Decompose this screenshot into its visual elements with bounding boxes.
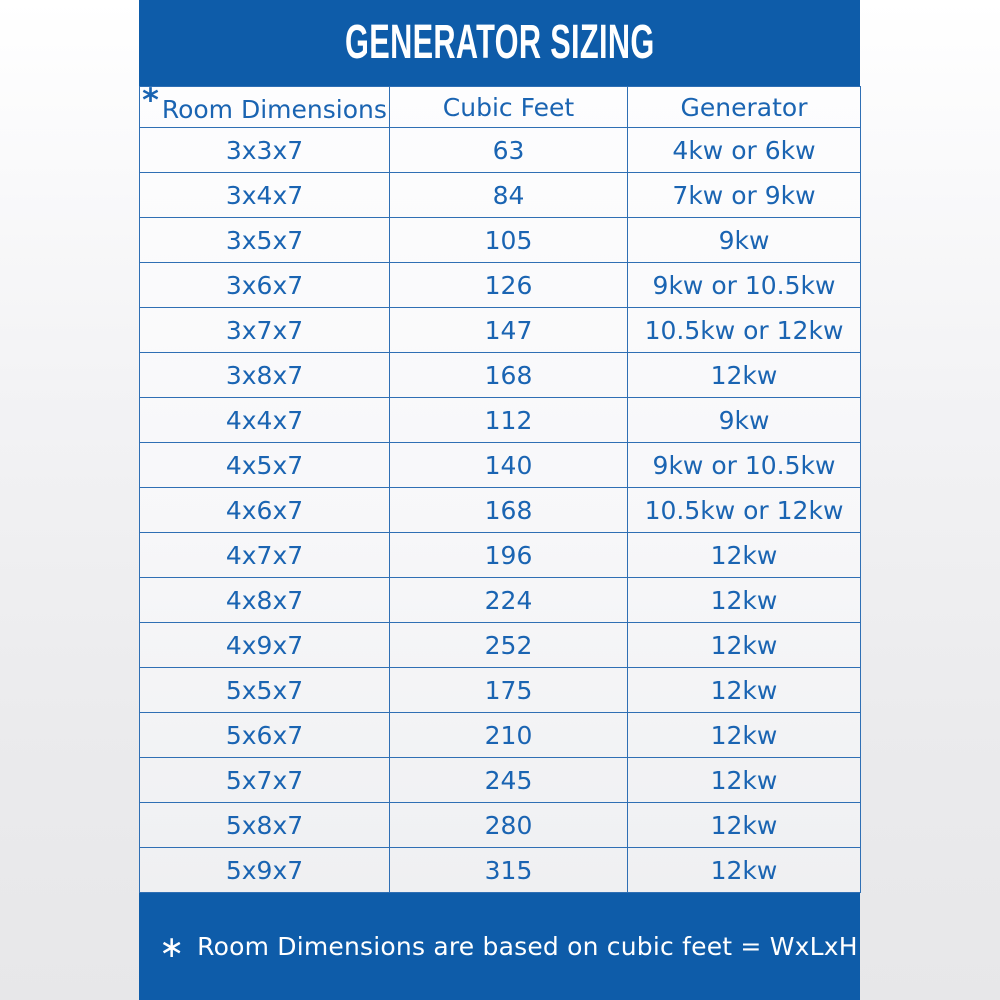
- cell-generator: 12kw: [628, 578, 861, 623]
- table-row: [140, 578, 861, 623]
- table-row: [140, 173, 861, 218]
- cell-generator: 9kw: [628, 398, 861, 443]
- cell-cubic_feet: 210: [390, 713, 628, 758]
- cell-dimensions: 3x4x7: [140, 173, 390, 218]
- header-row: [140, 87, 861, 128]
- cell-generator: 12kw: [628, 533, 861, 578]
- cell-dimensions: 4x8x7: [140, 578, 390, 623]
- cell-cubic_feet: 140: [390, 443, 628, 488]
- table-row: [140, 488, 861, 533]
- table-row: [140, 713, 861, 758]
- cell-generator: 12kw: [628, 668, 861, 713]
- table-row: [140, 848, 861, 893]
- generator-sizing-table: [139, 86, 861, 893]
- cell-dimensions: 5x9x7: [140, 848, 390, 893]
- table-row: [140, 623, 861, 668]
- cell-generator: 7kw or 9kw: [628, 173, 861, 218]
- cell-dimensions: 4x9x7: [140, 623, 390, 668]
- cell-cubic_feet: 84: [390, 173, 628, 218]
- table-row: [140, 308, 861, 353]
- table-row: [140, 263, 861, 308]
- cell-cubic_feet: 112: [390, 398, 628, 443]
- header-room-dimensions: [140, 87, 390, 128]
- cell-generator: 9kw or 10.5kw: [628, 263, 861, 308]
- table-row: [140, 758, 861, 803]
- cell-dimensions: 3x8x7: [140, 353, 390, 398]
- cell-generator: 12kw: [628, 623, 861, 668]
- table-row: [140, 533, 861, 578]
- table-row: [140, 443, 861, 488]
- cell-cubic_feet: 280: [390, 803, 628, 848]
- asterisk-mark: *: [142, 86, 159, 119]
- cell-generator: 12kw: [628, 803, 861, 848]
- cell-cubic_feet: 126: [390, 263, 628, 308]
- cell-dimensions: 4x5x7: [140, 443, 390, 488]
- cell-generator: 12kw: [628, 353, 861, 398]
- cell-generator: 9kw: [628, 218, 861, 263]
- cell-generator: 12kw: [628, 713, 861, 758]
- table-body: [140, 128, 861, 893]
- table-row: [140, 668, 861, 713]
- cell-cubic_feet: 315: [390, 848, 628, 893]
- cell-dimensions: 5x6x7: [140, 713, 390, 758]
- cell-dimensions: 5x7x7: [140, 758, 390, 803]
- cell-dimensions: 5x5x7: [140, 668, 390, 713]
- cell-cubic_feet: 224: [390, 578, 628, 623]
- cell-cubic_feet: 63: [390, 128, 628, 173]
- cell-dimensions: 3x3x7: [140, 128, 390, 173]
- cell-cubic_feet: 196: [390, 533, 628, 578]
- cell-cubic_feet: 252: [390, 623, 628, 668]
- footnote-bar: [139, 893, 860, 1000]
- footnote-text: Room Dimensions are based on cubic feet = WxLxH: [197, 932, 858, 961]
- table-row: [140, 353, 861, 398]
- cell-generator: 4kw or 6kw: [628, 128, 861, 173]
- title-banner: [139, 0, 860, 86]
- cell-cubic_feet: 175: [390, 668, 628, 713]
- table-row: [140, 398, 861, 443]
- cell-generator: 9kw or 10.5kw: [628, 443, 861, 488]
- cell-generator: 10.5kw or 12kw: [628, 488, 861, 533]
- cell-dimensions: 5x8x7: [140, 803, 390, 848]
- header-cubic-feet: Cubic Feet: [390, 87, 628, 128]
- table-row: [140, 128, 861, 173]
- header-room-dimensions-label: Room Dimensions: [161, 95, 387, 124]
- cell-cubic_feet: 105: [390, 218, 628, 263]
- footnote-asterisk: ∗: [159, 929, 185, 965]
- cell-dimensions: 3x6x7: [140, 263, 390, 308]
- cell-generator: 10.5kw or 12kw: [628, 308, 861, 353]
- cell-dimensions: 3x7x7: [140, 308, 390, 353]
- table-row: [140, 803, 861, 848]
- generator-sizing-panel: [139, 0, 860, 1000]
- cell-dimensions: 4x7x7: [140, 533, 390, 578]
- cell-dimensions: 4x6x7: [140, 488, 390, 533]
- cell-cubic_feet: 168: [390, 353, 628, 398]
- cell-cubic_feet: 168: [390, 488, 628, 533]
- cell-generator: 12kw: [628, 758, 861, 803]
- cell-cubic_feet: 245: [390, 758, 628, 803]
- table-row: [140, 218, 861, 263]
- cell-generator: 12kw: [628, 848, 861, 893]
- header-generator: Generator: [628, 87, 861, 128]
- page-title: GENERATOR SIZING: [344, 15, 655, 69]
- cell-dimensions: 4x4x7: [140, 398, 390, 443]
- cell-dimensions: 3x5x7: [140, 218, 390, 263]
- cell-cubic_feet: 147: [390, 308, 628, 353]
